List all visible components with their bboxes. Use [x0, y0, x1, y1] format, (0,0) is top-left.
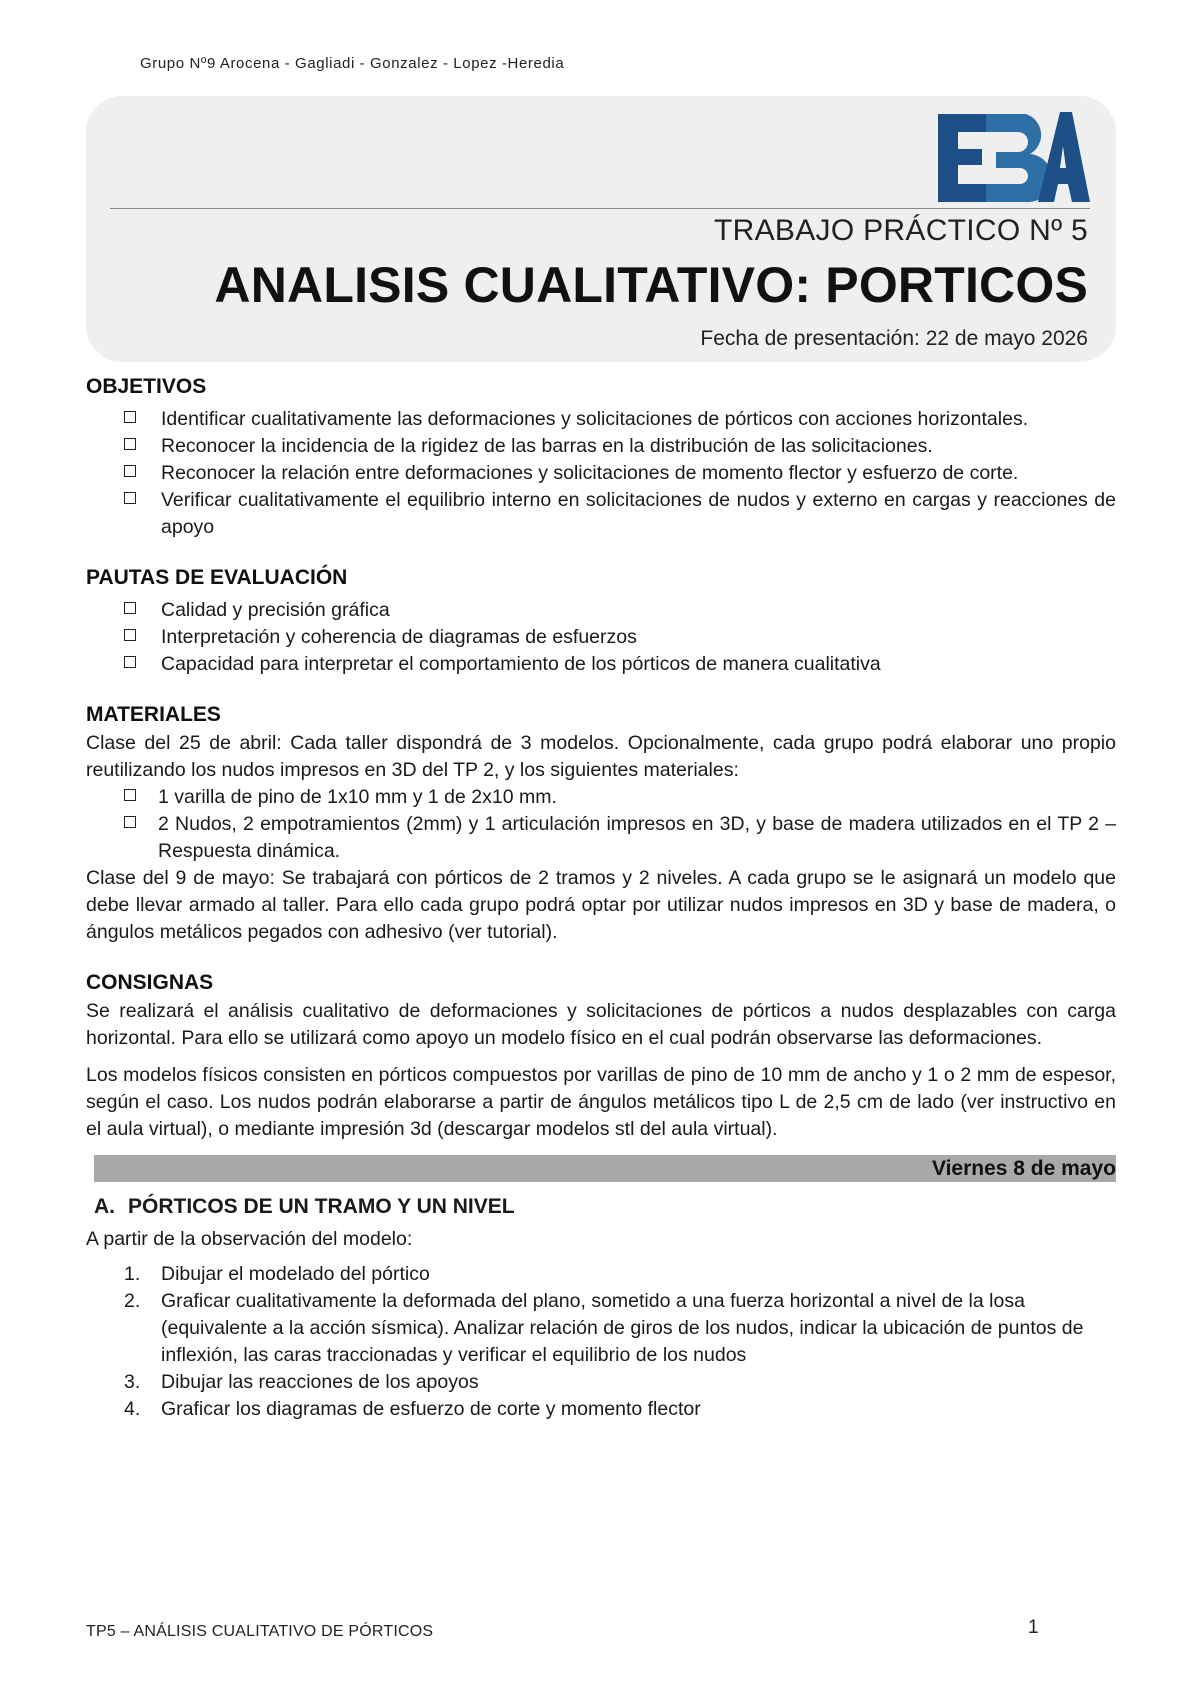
checkbox-icon	[124, 789, 136, 801]
e3a-logo-mark	[938, 106, 1090, 206]
list-item: 4. Graficar los diagramas de esfuerzo de corte y momento flector	[124, 1398, 701, 1420]
session-date-band: Viernes 8 de mayo	[94, 1155, 1116, 1182]
checkbox-icon	[124, 602, 136, 614]
list-item: Reconocer la incidencia de la rigidez de las barras en la distribución de las solicitaciones.	[86, 433, 1116, 460]
checkbox-icon	[124, 411, 136, 423]
pautas-heading: PAUTAS DE EVALUACIÓN	[86, 566, 348, 589]
materiales-heading: MATERIALES	[86, 703, 221, 726]
checkbox-icon	[124, 656, 136, 668]
checkbox-icon	[124, 438, 136, 450]
checkbox-icon	[124, 465, 136, 477]
list-item: Reconocer la relación entre deformaciones y solicitaciones de momento flector y esfuerzo de corte.	[86, 460, 1116, 487]
consignas-paragraph: Se realizará el análisis cualitativo de deformaciones y solicitaciones de pórticos a nudos desplazables con carga horizontal. Para ello se utilizará como apoyo un modelo físico en el cual podrán observarse las deformaciones.	[86, 1000, 1116, 1049]
list-item: Capacidad para interpretar el comportamiento de los pórticos de manera cualitativa	[86, 651, 1116, 678]
pautas-list	[86, 597, 1116, 678]
e3a-logo	[938, 106, 1090, 206]
list-item: 2. Graficar cualitativamente la deformada del plano, sometido a una fuerza horizontal a nivel de la losa (equivalente a la acción sísmica). Analizar relación de giros de los nudos, indicar la ubicación de puntos de inflexión, las caras traccionadas y verificar el equilibrio de los nudos	[124, 1290, 1084, 1366]
section-a-heading	[94, 1192, 1116, 1222]
footer-title: TP5 – ANÁLISIS CUALITATIVO DE PÓRTICOS	[86, 1623, 434, 1640]
section-title: PÓRTICOS DE UN TRAMO Y UN NIVEL	[128, 1195, 515, 1218]
materiales-list	[86, 784, 1116, 865]
checkbox-icon	[124, 629, 136, 641]
list-item: Verificar cualitativamente el equilibrio interno en solicitaciones de nudos y externo en cargas y reacciones de apoyo	[86, 487, 1116, 541]
list-item: Interpretación y coherencia de diagramas de esfuerzos	[86, 624, 1116, 651]
list-item: 3. Dibujar las reacciones de los apoyos	[124, 1371, 479, 1393]
checkbox-icon	[124, 492, 136, 504]
consignas-paragraph: Los modelos físicos consisten en pórticos compuestos por varillas de pino de 10 mm de ancho y 1 o 2 mm de espesor, según el caso. Los nudos podrán elaborarse a partir de ángulos metálicos tipo L de 2,5 cm de lado (ver instructivo en el aula virtual), o mediante impresión 3d (descargar modelos stl del aula virtual).	[86, 1064, 1116, 1140]
list-item: 1 varilla de pino de 1x10 mm y 1 de 2x10 mm.	[86, 784, 1116, 811]
objetivos-list	[86, 406, 1116, 541]
list-item: Calidad y precisión gráfica	[86, 597, 1116, 624]
page-title: ANALISIS CUALITATIVO: PORTICOS	[214, 257, 1088, 313]
title-divider	[110, 208, 1090, 209]
document-body	[86, 372, 1116, 1423]
section-a-steps	[86, 1261, 1116, 1423]
section-letter: A.	[94, 1195, 115, 1218]
section-a-intro: A partir de la observación del modelo:	[86, 1228, 413, 1250]
materiales-outro: Clase del 9 de mayo: Se trabajará con pórticos de 2 tramos y 2 niveles. A cada grupo se le asignará un modelo que debe llevar armado al taller. Para ello cada grupo podrá optar por utilizar nudos impresos en 3D y base de madera, o ángulos metálicos pegados con adhesivo (ver tutorial).	[86, 867, 1116, 943]
page-number: 1	[1028, 1617, 1039, 1638]
submission-date: Fecha de presentación: 22 de mayo 2026	[700, 327, 1088, 350]
consignas-heading: CONSIGNAS	[86, 971, 214, 994]
running-header: Grupo Nº9 Arocena - Gagliadi - Gonzalez - Lopez -Heredia	[140, 55, 565, 72]
list-item: Identificar cualitativamente las deformaciones y solicitaciones de pórticos con acciones horizontales.	[86, 406, 1116, 433]
materiales-intro: Clase del 25 de abril: Cada taller dispondrá de 3 modelos. Opcionalmente, cada grupo podrá elaborar uno propio reutilizando los nudos impresos en 3D del TP 2, y los siguientes materiales:	[86, 732, 1116, 781]
objetivos-heading: OBJETIVOS	[86, 375, 207, 398]
checkbox-icon	[124, 816, 136, 828]
list-item: 2 Nudos, 2 empotramientos (2mm) y 1 articulación impresos en 3D, y base de madera utilizados en el TP 2 – Respuesta dinámica.	[86, 811, 1116, 865]
assignment-number: TRABAJO PRÁCTICO Nº 5	[714, 214, 1088, 247]
list-item: 1. Dibujar el modelado del pórtico	[124, 1263, 430, 1285]
